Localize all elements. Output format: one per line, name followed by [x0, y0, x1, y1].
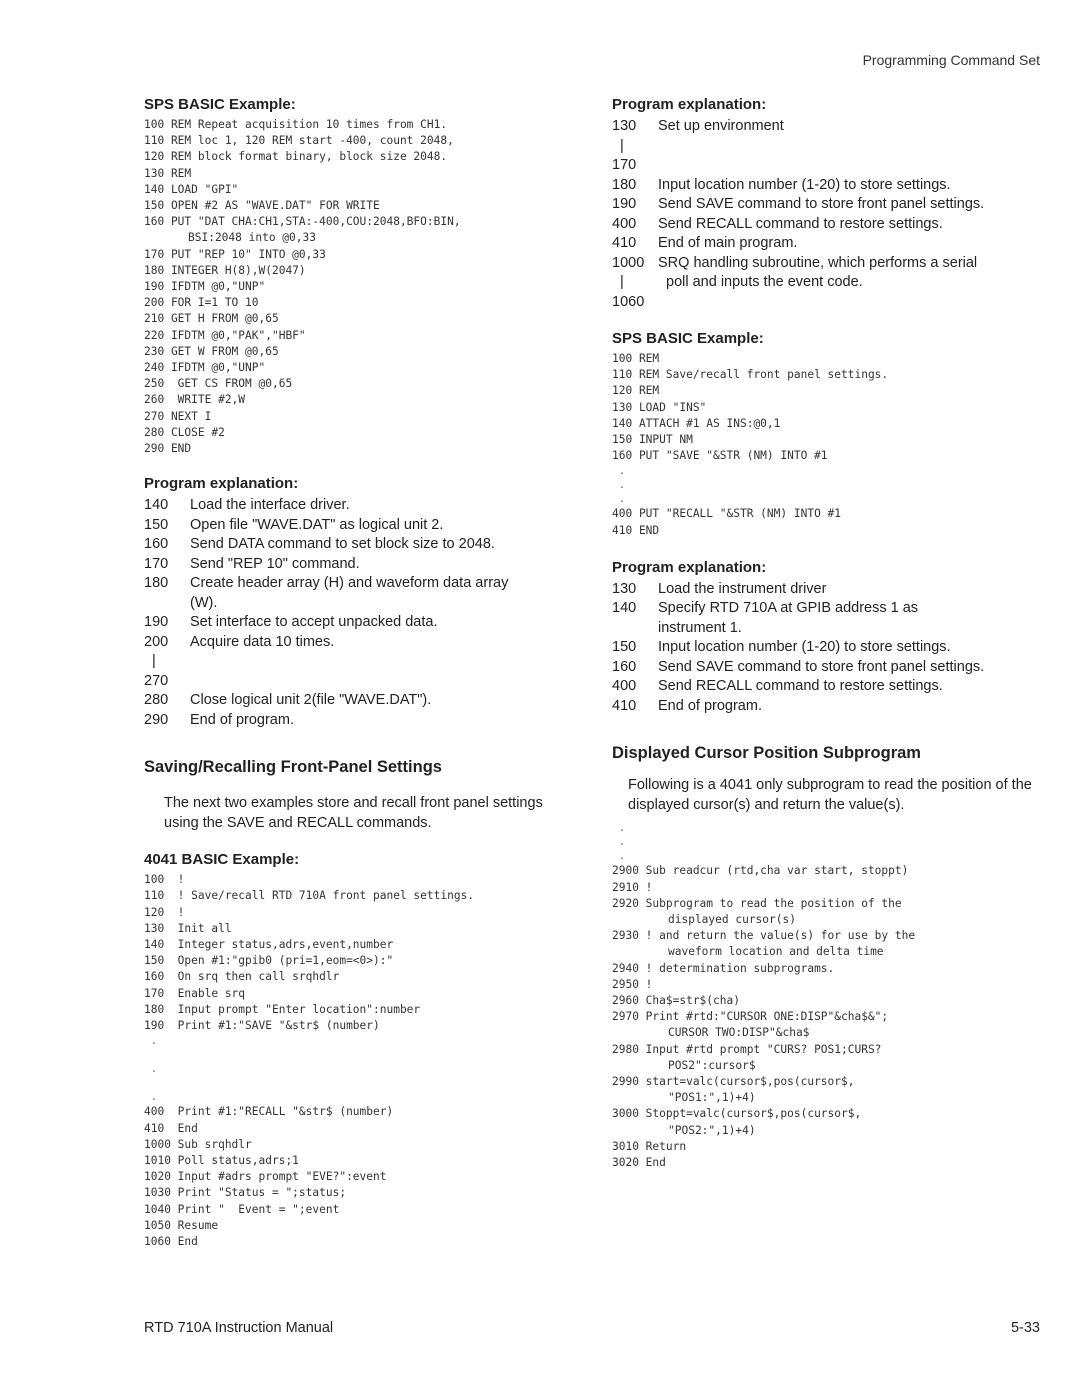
explanation-text: Send "REP 10" command. [190, 555, 360, 572]
code-line: 280 CLOSE #2 [144, 425, 225, 439]
explanation-item [144, 496, 580, 516]
explanation-line-number: 160 [144, 536, 169, 553]
code-line: 2940 ! determination subprograms. [612, 961, 835, 975]
saving-paragraph: The next two examples store and recall front panel settings using the SAVE and RECALL commands. [164, 795, 543, 832]
cursor-paragraph: Following is a 4041 only subprogram to read the position of the displayed cursor(s) and return the value(s). [628, 777, 1032, 814]
code-line: 270 NEXT I [144, 409, 212, 423]
explanation-text [190, 672, 580, 692]
explanation-item [144, 535, 580, 555]
code-line: 140 ATTACH #1 AS INS:@0,1 [612, 416, 781, 430]
code-line: 1000 Sub srqhdlr [144, 1137, 252, 1151]
footer-page-number: 5-33 [1010, 1320, 1040, 1336]
explanation-item [612, 117, 1052, 137]
code-line: 1040 Print " Event = ";event [144, 1202, 340, 1216]
explanation-line-number [144, 594, 190, 614]
explanation-line-number: 140 [144, 497, 169, 514]
ellipsis-dots-3: . . . [612, 821, 626, 863]
explanation-text: Send RECALL command to restore settings. [658, 678, 943, 695]
explanation-text: Specify RTD 710A at GPIB address 1 as [658, 600, 919, 617]
code-line: 170 Enable srq [144, 986, 246, 1000]
explanation-1-title: Program explanation: [144, 475, 299, 493]
explanation-text: Set interface to accept unpacked data. [190, 614, 438, 631]
explanation-line-number: 150 [144, 516, 169, 533]
running-header: Programming Command Set [862, 52, 1040, 68]
code-line: "POS2:",1)+4) [668, 1123, 756, 1137]
footer-manual-title: RTD 710A Instruction Manual [144, 1320, 334, 1336]
explanation-item [612, 677, 1052, 697]
explanation-2-list [612, 117, 1052, 312]
explanation-text: Load the interface driver. [190, 497, 350, 514]
code-line: CURSOR TWO:DISP"&cha$ [668, 1026, 810, 1040]
explanation-3-list [612, 580, 1052, 717]
code-line: 120 REM [612, 384, 660, 398]
explanation-text: instrument 1. [658, 619, 742, 636]
explanation-line-number: 130 [612, 118, 637, 134]
explanation-text: poll and inputs the event code. [666, 274, 863, 290]
explanation-item [612, 619, 1052, 639]
explanation-text [198, 652, 580, 672]
sps-example-2-title: SPS BASIC Example: [612, 330, 764, 347]
explanation-line-number: 1060 [612, 293, 645, 310]
code-line: 110 ! Save/recall RTD 710A front panel settings. [144, 889, 475, 903]
explanation-line-number: | [620, 137, 624, 154]
ellipsis-dots: . . . [144, 1034, 158, 1104]
explanation-text: Send RECALL command to restore settings. [658, 215, 943, 232]
code-line: 3000 Stoppt=valc(cursor$,pos(cursor$, [612, 1107, 862, 1121]
code-line: 1020 Input #adrs prompt "EVE?":event [144, 1170, 387, 1184]
explanation-line-number: 400 [612, 678, 637, 695]
explanation-item [144, 555, 580, 575]
code-line: 2990 start=valc(cursor$,pos(cursor$, [612, 1074, 855, 1088]
code-line: waveform location and delta time [668, 945, 884, 959]
explanation-line-number: 410 [612, 697, 637, 714]
explanation-item [612, 254, 1052, 274]
code-line: 110 REM loc 1, 120 REM start -400, count 2048, [144, 134, 454, 148]
saving-section-title: Saving/Recalling Front-Panel Settings [144, 758, 442, 777]
explanation-text [666, 137, 1052, 157]
code-line: 170 PUT "REP 10" INTO @0,33 [144, 247, 326, 261]
code-line: 220 IFDTM @0,"PAK","HBF" [144, 328, 306, 342]
code-line: 130 LOAD "INS" [612, 400, 707, 414]
explanation-2-title: Program explanation: [612, 96, 767, 113]
explanation-item [612, 137, 1052, 157]
explanation-item [612, 580, 1052, 600]
explanation-item [612, 658, 1052, 678]
code-line: 110 REM Save/recall front panel settings. [612, 368, 889, 382]
explanation-text: Acquire data 10 times. [190, 633, 335, 650]
explanation-line-number: | [152, 653, 156, 670]
cursor-code [612, 863, 1052, 1171]
explanation-text: Set up environment [658, 118, 784, 134]
code-line: BSI:2048 into @0,33 [188, 231, 316, 245]
explanation-text: End of program. [658, 697, 762, 714]
code-line: 240 IFDTM @0,"UNP" [144, 361, 266, 375]
code-line: 250 GET CS FROM @0,65 [144, 377, 293, 391]
code-line: 290 END [144, 442, 192, 456]
explanation-text: End of program. [190, 711, 294, 728]
code-line: 100 REM Repeat acquisition 10 times from CH1. [144, 118, 448, 131]
code-line: 400 PUT "RECALL "&STR (NM) INTO #1 [612, 507, 842, 521]
code-line: "POS1:",1)+4) [668, 1091, 756, 1105]
code-line: 2950 ! [612, 977, 653, 991]
explanation-line-number: 190 [612, 196, 637, 212]
explanation-item [612, 234, 1052, 254]
explanation-text: Send SAVE command to store front panel settings. [658, 196, 985, 212]
code-line: 100 ! [144, 873, 185, 887]
code-line: 210 GET H FROM @0,65 [144, 312, 279, 326]
explanation-text: Input location number (1-20) to store settings. [658, 639, 951, 656]
explanation-text: SRQ handling subroutine, which performs a serial [658, 254, 978, 271]
explanation-line-number: 130 [612, 580, 637, 597]
explanation-text: Input location number (1-20) to store settings. [658, 176, 951, 193]
explanation-item [144, 672, 580, 692]
explanation-item [144, 711, 580, 731]
explanation-item [612, 215, 1052, 235]
basic-4041-title: 4041 BASIC Example: [144, 851, 300, 869]
code-line: 400 Print #1:"RECALL "&str$ (number) [144, 1105, 394, 1119]
code-line: 150 OPEN #2 AS "WAVE.DAT" FOR WRITE [144, 199, 380, 213]
code-line: 2900 Sub readcur (rtd,cha var start, stoppt) [612, 864, 909, 878]
explanation-line-number: 170 [144, 555, 169, 572]
explanation-line-number: 160 [612, 658, 637, 675]
code-line: 190 IFDTM @0,"UNP" [144, 280, 266, 294]
explanation-3-title: Program explanation: [612, 558, 767, 576]
explanation-line-number: 270 [144, 672, 169, 689]
explanation-text [658, 293, 1052, 313]
explanation-line-number: 290 [144, 711, 169, 728]
code-line: 230 GET W FROM @0,65 [144, 344, 279, 358]
code-line: 140 LOAD "GPI" [144, 182, 239, 196]
right-column [612, 96, 1052, 1171]
explanation-text [658, 156, 1052, 176]
code-line: 100 REM [612, 352, 660, 365]
code-line: 3010 Return [612, 1139, 687, 1153]
code-line: 1030 Print "Status = ";status; [144, 1186, 347, 1200]
explanation-item [612, 599, 1052, 619]
explanation-line-number: 180 [144, 575, 169, 592]
basic-4041-code-b [144, 1104, 580, 1250]
explanation-item [144, 594, 580, 614]
code-line: 410 End [144, 1121, 198, 1135]
code-line: 2970 Print #rtd:"CURSOR ONE:DISP"&cha$&"; [612, 1010, 889, 1024]
code-line: 150 INPUT NM [612, 433, 693, 447]
explanation-item [612, 638, 1052, 658]
code-line: 180 INTEGER H(8),W(2047) [144, 263, 306, 277]
explanation-item [144, 516, 580, 536]
explanation-item [144, 652, 580, 672]
sps-example-2-code-b [612, 506, 1052, 538]
explanation-text: End of main program. [658, 235, 798, 251]
code-line: 120 REM block format binary, block size 2048. [144, 150, 448, 164]
code-line: 1050 Resume [144, 1218, 219, 1232]
code-line: 190 Print #1:"SAVE "&str$ (number) [144, 1019, 380, 1033]
code-line: 2910 ! [612, 880, 653, 894]
explanation-item [144, 691, 580, 711]
explanation-text: Load the instrument driver [658, 580, 827, 597]
code-line: 200 FOR I=1 TO 10 [144, 296, 259, 310]
left-column [144, 96, 580, 1250]
code-line: 2980 Input #rtd prompt "CURS? POS1;CURS? [612, 1042, 882, 1056]
explanation-line-number [612, 619, 658, 639]
basic-4041-code-a [144, 872, 580, 1034]
code-line: 160 PUT "DAT CHA:CH1,STA:-400,COU:2048,BFO:BIN, [144, 215, 461, 229]
explanation-line-number: | [620, 274, 624, 290]
code-line: 160 PUT "SAVE "&STR (NM) INTO #1 [612, 449, 828, 463]
code-line: 410 END [612, 523, 660, 537]
explanation-line-number: 140 [612, 600, 637, 617]
code-line: 2920 Subprogram to read the position of the [612, 896, 902, 910]
explanation-item [144, 613, 580, 633]
explanation-item [612, 697, 1052, 717]
code-line: POS2":cursor$ [668, 1058, 756, 1072]
explanation-line-number: 1000 [612, 254, 645, 271]
explanation-item [144, 574, 580, 594]
explanation-line-number: 180 [612, 176, 637, 193]
cursor-section-title: Displayed Cursor Position Subprogram [612, 744, 921, 763]
explanation-line-number: 150 [612, 639, 637, 656]
code-line: 180 Input prompt "Enter location":number [144, 1002, 421, 1016]
explanation-line-number: 280 [144, 692, 169, 709]
code-line: 2930 ! and return the value(s) for use by the [612, 929, 916, 943]
explanation-line-number: 200 [144, 633, 169, 650]
explanation-1-list [144, 496, 580, 730]
sps-example-1-title: SPS BASIC Example: [144, 96, 296, 113]
explanation-item [612, 156, 1052, 176]
explanation-item [612, 273, 1052, 293]
explanation-item [612, 293, 1052, 313]
code-line: 130 REM [144, 166, 192, 180]
explanation-text: Send DATA command to set block size to 2048. [190, 536, 495, 553]
explanation-text: (W). [190, 594, 218, 611]
explanation-item [612, 195, 1052, 215]
explanation-text: Create header array (H) and waveform data array [190, 575, 509, 592]
explanation-line-number: 410 [612, 235, 637, 251]
sps-example-2-code-a [612, 351, 1052, 464]
code-line: 260 WRITE #2,W [144, 393, 246, 407]
explanation-line-number: 170 [612, 157, 637, 173]
code-line: 2960 Cha$=str$(cha) [612, 993, 740, 1007]
ellipsis-dots-2: . . . [612, 464, 626, 506]
explanation-text: Close logical unit 2(file "WAVE.DAT"). [190, 692, 432, 709]
code-line: displayed cursor(s) [668, 912, 796, 926]
code-line: 130 Init all [144, 921, 232, 935]
explanation-text: Send SAVE command to store front panel settings. [658, 658, 985, 675]
code-line: 150 Open #1:"gpib0 (pri=1,eom=<0>):" [144, 954, 394, 968]
explanation-item [144, 633, 580, 653]
code-line: 1010 Poll status,adrs;1 [144, 1153, 299, 1167]
code-line: 160 On srq then call srqhdlr [144, 970, 340, 984]
sps-example-1-code [144, 117, 580, 457]
explanation-line-number: 400 [612, 215, 637, 232]
explanation-text: Open file "WAVE.DAT" as logical unit 2. [190, 516, 444, 533]
code-line: 120 ! [144, 905, 185, 919]
explanation-item [612, 176, 1052, 196]
code-line: 3020 End [612, 1155, 666, 1169]
code-line: 1060 End [144, 1234, 198, 1248]
explanation-line-number: 190 [144, 614, 169, 631]
code-line: 140 Integer status,adrs,event,number [144, 938, 394, 952]
